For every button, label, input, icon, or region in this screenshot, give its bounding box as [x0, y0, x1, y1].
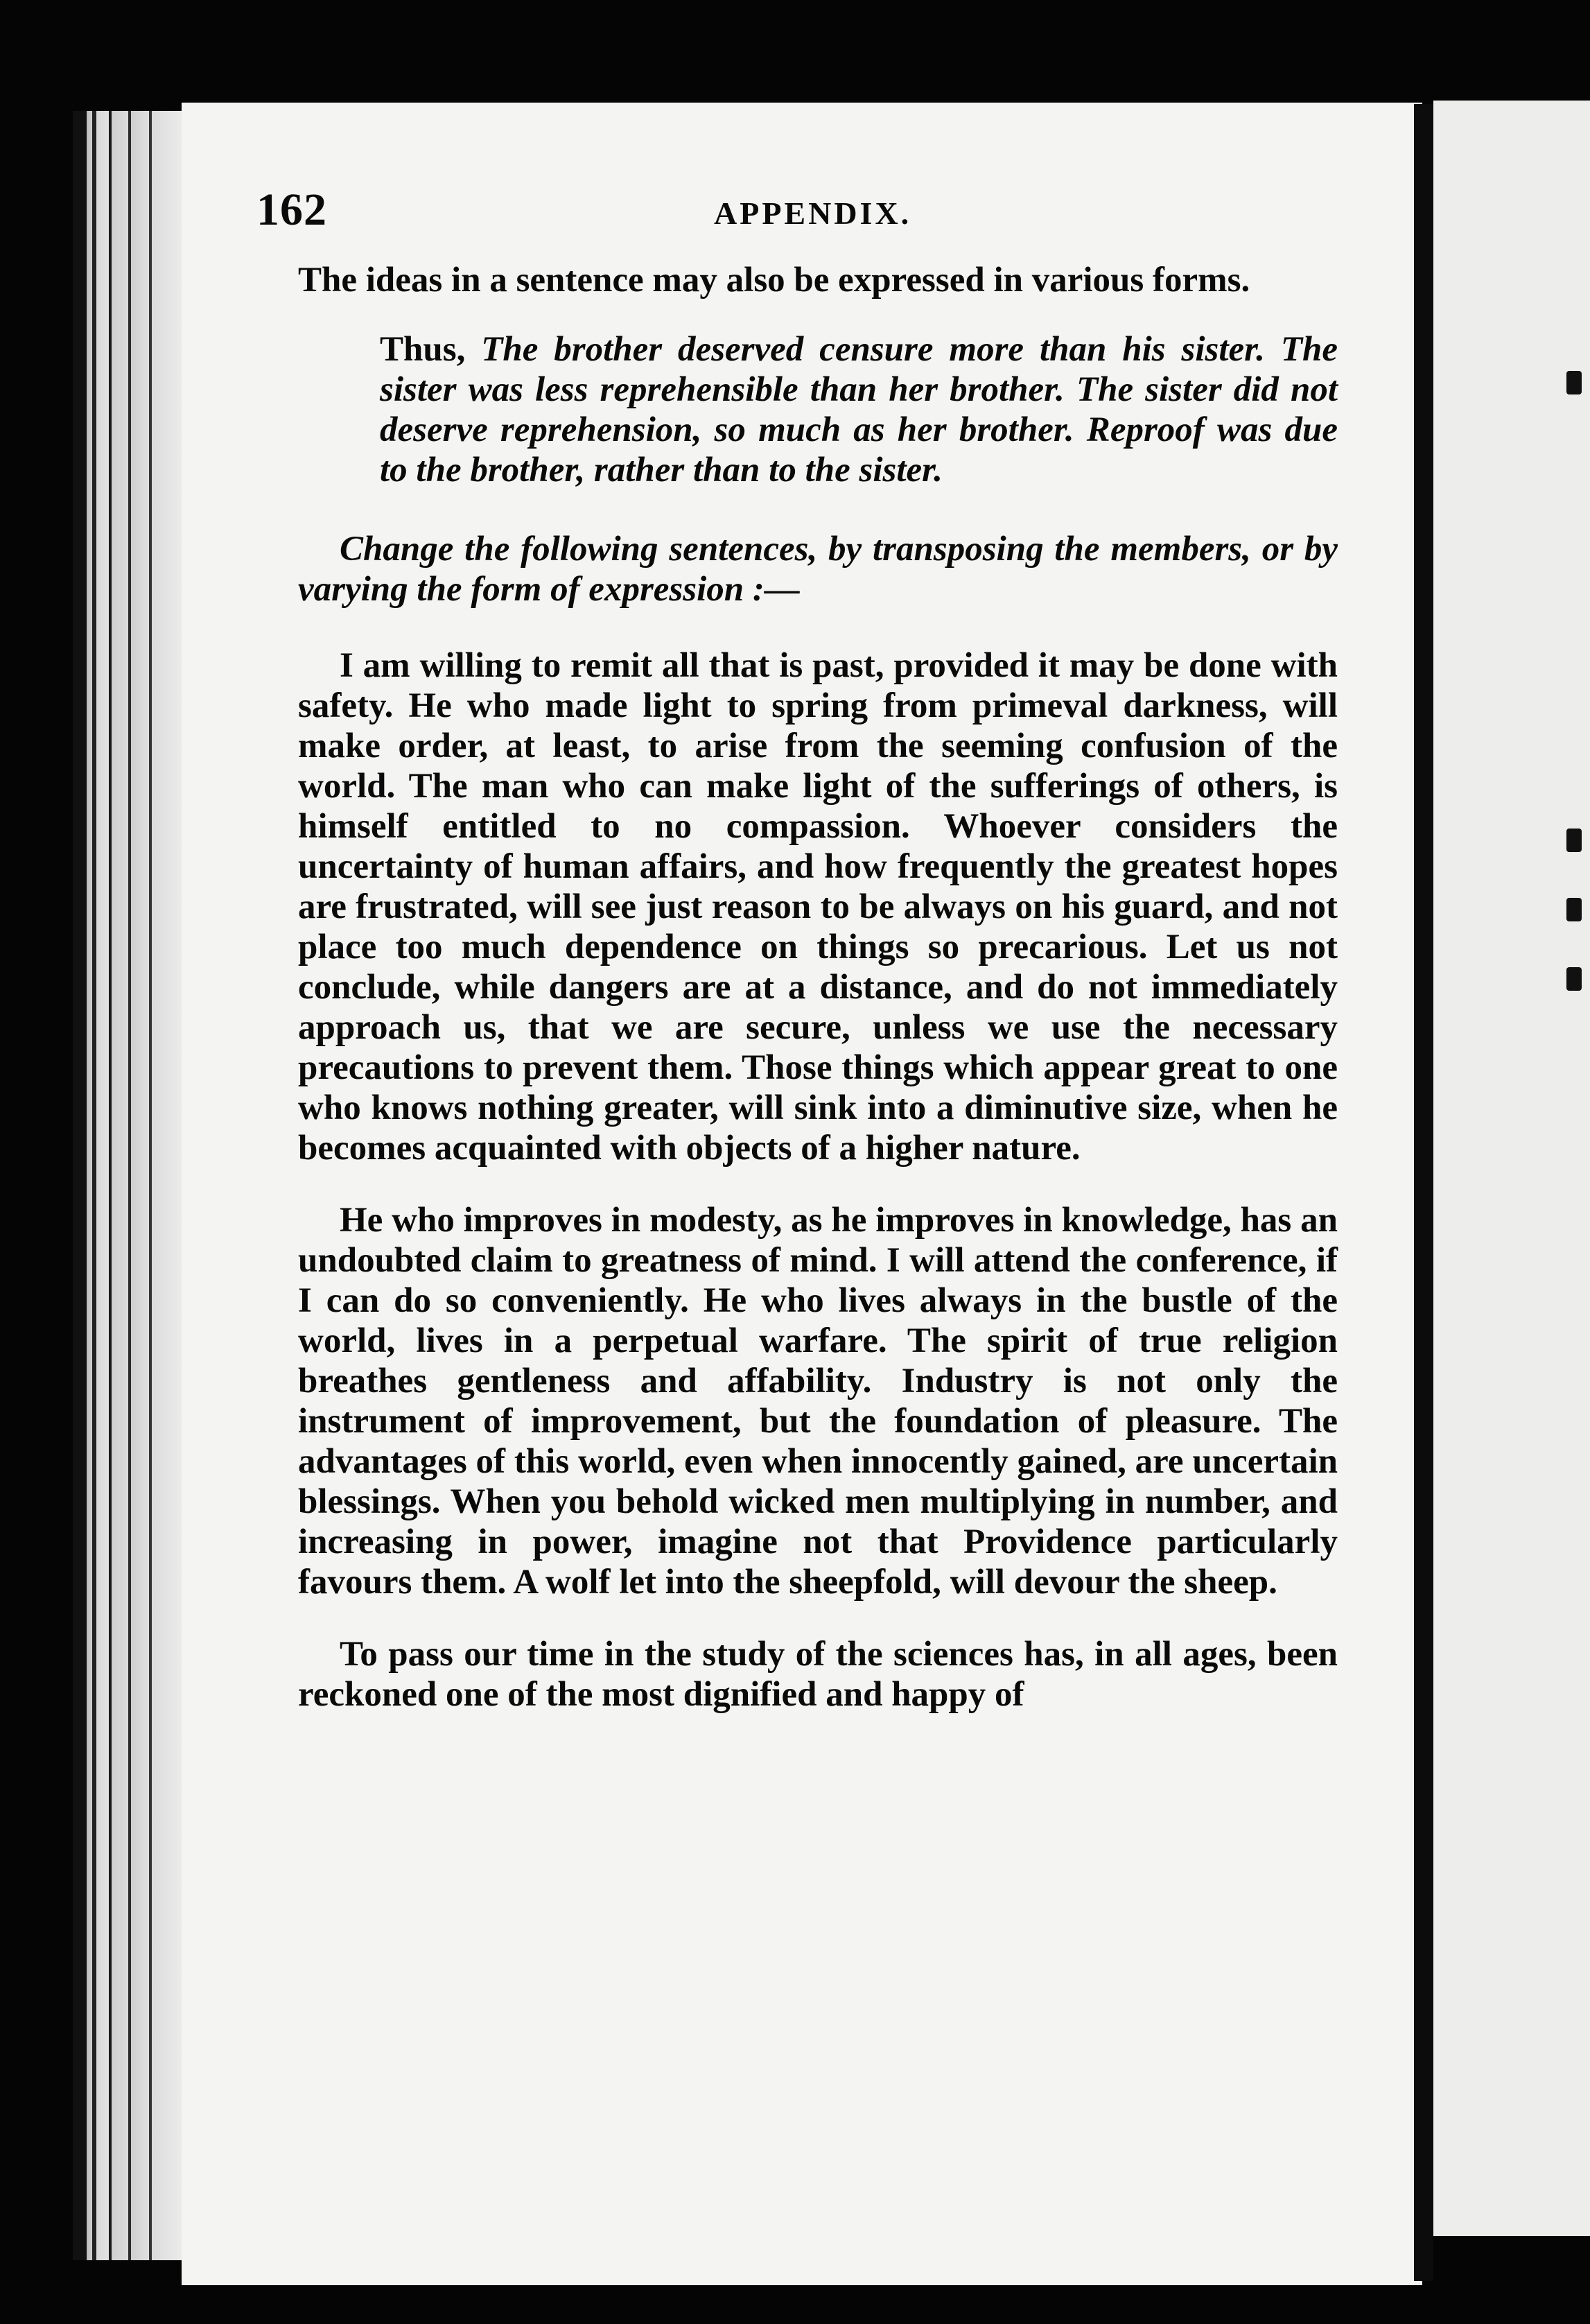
- example-lead: Thus,: [380, 330, 466, 369]
- exercise-instruction: Change the following sentences, by transposing the members, or by varying the form of expression :—: [298, 530, 1338, 609]
- example-text: The brother deserved censure more than his sister. The sister was less reprehensible than her brother. The sister did not deserve reprehension, so much as her brother. Reproof was due to the brother, rather than to the sister.: [380, 330, 1338, 489]
- facing-page-glyph: [1566, 967, 1582, 991]
- facing-page-glyph: [1566, 898, 1582, 921]
- facing-page-glyph: [1566, 829, 1582, 852]
- page-content: [256, 184, 1338, 1715]
- exercise-paragraph-1: I am willing to remit all that is past, provided it may be done with safety. He who made light to spring from primeval darkness, will make order, at least, to arise from the seeming confusion of the world. The man who can make light of the sufferings of others, is himself entitled to no compassion. Whoever considers the uncertainty of human affairs, and how frequently the greatest hopes are frustrated, will see just reason to be always on his guard, and not place too much dependence on things so precarious. Let us not conclude, while dangers are at a distance, and do not immediately approach us, that we are secure, unless we use the necessary precautions to prevent them. Those things which appear great to one who knows nothing greater, will sink into a diminutive size, when he becomes acquainted with objects of a higher nature.: [298, 646, 1338, 1168]
- facing-page: [1433, 101, 1590, 2236]
- page-number: 162: [256, 184, 327, 235]
- running-title: APPENDIX.: [714, 196, 912, 231]
- exercise-paragraph-2: He who improves in modesty, as he improves in knowledge, has an undoubted claim to greatness of mind. I will attend the conference, if I can do so conveniently. He who lives always in the bustle of the world, lives in a perpetual warfare. The spirit of true religion breathes gentleness and affability. Industry is not only the instrument of improvement, but the foundation of pleasure. The advantages of this world, even when innocently gained, are uncertain blessings. When you behold wicked men multiplying in number, and increasing in power, imagine not that Providence particularly favours them. A wolf let into the sheepfold, will devour the sheep.: [298, 1201, 1338, 1602]
- exercise-paragraph-3: To pass our time in the study of the sciences has, in all ages, been reckoned one of the most dignified and happy of: [298, 1635, 1338, 1714]
- example-paragraph: [298, 329, 1338, 490]
- intro-paragraph: The ideas in a sentence may also be expressed in various forms.: [298, 261, 1250, 300]
- running-head: [256, 184, 1338, 260]
- book-edge: [73, 111, 184, 2260]
- page-gutter: [1414, 104, 1433, 2281]
- facing-page-glyph: [1566, 371, 1582, 394]
